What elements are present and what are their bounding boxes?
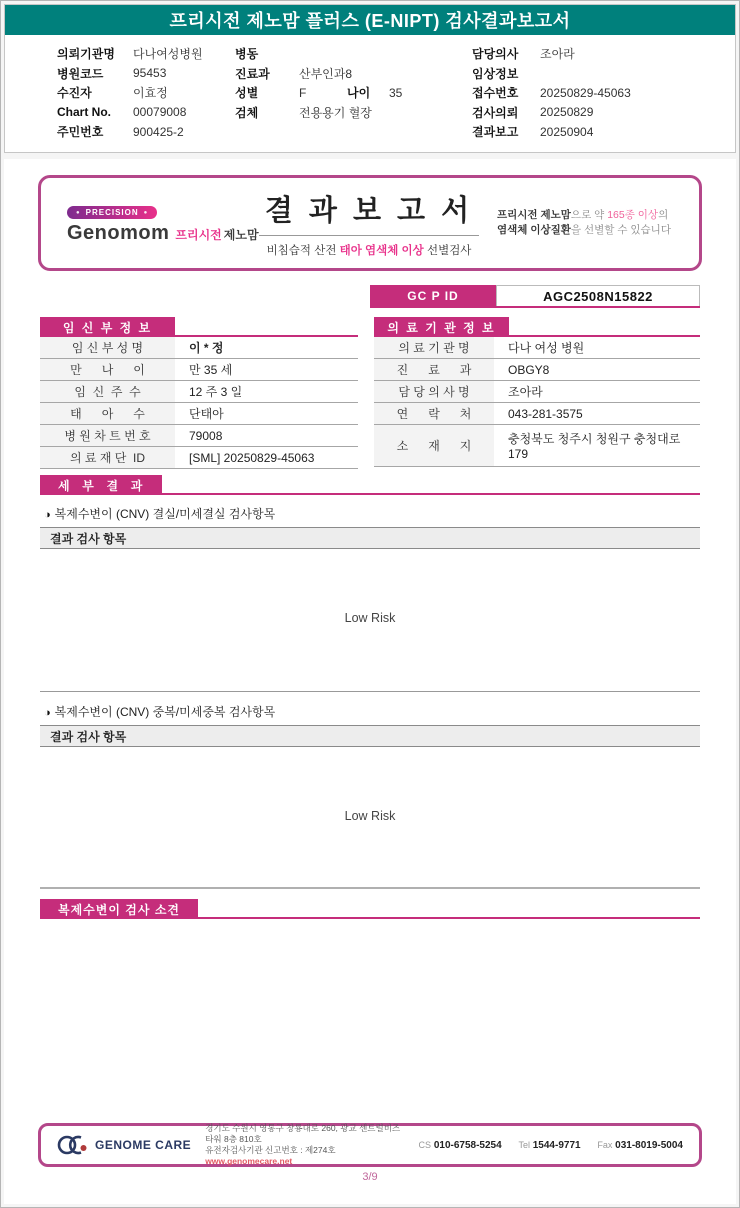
clinic-info-table xyxy=(374,317,700,469)
field-value: 20250829 xyxy=(540,105,594,120)
field-value: 20250904 xyxy=(540,124,594,139)
field-label: 임상정보 xyxy=(472,66,519,81)
field-report-date xyxy=(472,122,735,142)
gcpid-value: AGC2508N15822 xyxy=(496,285,700,306)
row-value: 다나 여성 병원 xyxy=(508,341,585,355)
mother-info-header xyxy=(40,317,358,337)
field-clinical-info xyxy=(472,64,735,84)
half-circle-icon: ◑ xyxy=(44,509,51,521)
report-body xyxy=(4,159,736,1204)
field-value: 00079008 xyxy=(133,105,187,120)
genome-care-logo xyxy=(57,1133,191,1157)
subtitle-highlight: 태아 염색체 이상 xyxy=(339,245,424,257)
field-hospital-code xyxy=(57,64,235,84)
row-label: 만 나 이 xyxy=(40,359,175,380)
row-label: 의 료 기 관 명 xyxy=(374,337,494,358)
result-value: Low Risk xyxy=(344,611,396,625)
row-value: OBGY8 xyxy=(508,362,550,377)
row-value: 12 주 3 일 xyxy=(189,385,243,399)
row-label: 담 당 의 사 명 xyxy=(374,381,494,402)
footer-contacts xyxy=(405,1140,683,1151)
result-items-bar xyxy=(40,725,700,747)
promo-end-2: 을 선별할 수 있습니다 xyxy=(570,224,671,236)
promo-bold-1: 프리시전 제노맘 xyxy=(497,209,571,221)
field-label: 병원코드 xyxy=(57,66,104,81)
table-row xyxy=(40,337,358,359)
genome-care-logo-icon xyxy=(57,1133,89,1157)
fax-number: 031-8019-5004 xyxy=(615,1139,683,1151)
result-items-label: 결과 검사 항목 xyxy=(50,729,127,744)
field-value: 전용용기 혈장 xyxy=(299,105,372,120)
result-value: Low Risk xyxy=(344,809,396,823)
mother-info-table xyxy=(40,317,358,469)
field-sex-age xyxy=(235,83,472,103)
field-label: 수진자 xyxy=(57,86,92,101)
row-label: 진 료 과 xyxy=(374,359,494,380)
field-label: 의뢰기관명 xyxy=(57,47,115,62)
findings-section-header xyxy=(40,899,700,919)
result-report-title: 결 과 보 고 서 xyxy=(259,188,479,236)
table-row xyxy=(40,381,358,403)
gcpid-row xyxy=(370,285,700,308)
field-request-org xyxy=(57,44,235,64)
row-label: 연 락 처 xyxy=(374,403,494,424)
field-receipt-no xyxy=(472,83,735,103)
table-row xyxy=(374,381,700,403)
row-value: 79008 xyxy=(189,428,223,443)
field-resident-no xyxy=(57,122,235,142)
result-title-block xyxy=(241,188,497,258)
field-value: 95453 xyxy=(133,66,167,81)
subtitle-prefix: 비침습적 산전 xyxy=(266,245,340,257)
section-divider xyxy=(40,691,700,692)
cs-number: 010-6758-5254 xyxy=(433,1139,502,1151)
cnv-deletion-heading xyxy=(44,505,700,522)
row-label: 임 신 주 수 xyxy=(40,381,175,402)
field-examinee xyxy=(57,83,235,103)
field-doctor xyxy=(472,44,735,64)
field-chart-no xyxy=(57,103,235,123)
cnv-heading-text: 복제수변이 (CNV) 중복/미세중복 검사항목 xyxy=(54,705,276,719)
field-request-date xyxy=(472,103,735,123)
website-link: www.genomecare.net xyxy=(205,1156,293,1166)
precision-badge xyxy=(67,206,157,219)
footer-box xyxy=(38,1123,702,1167)
row-value: 만 35 세 xyxy=(189,363,233,377)
field-value: 산부인과8 xyxy=(299,66,353,81)
field-value: 35 xyxy=(389,85,403,100)
empty-cell xyxy=(235,122,472,142)
info-tables xyxy=(40,317,700,469)
field-label: 주민번호 xyxy=(57,125,104,140)
table-row xyxy=(40,403,358,425)
field-value: 조아라 xyxy=(540,47,575,62)
field-label: 담당의사 xyxy=(472,47,519,62)
half-circle-icon: ◑ xyxy=(44,707,51,719)
row-label: 병 원 차 트 번 호 xyxy=(40,425,175,446)
field-value: 다나여성병원 xyxy=(133,47,203,62)
page-number xyxy=(4,1171,736,1183)
cnv-duplication-heading xyxy=(44,703,700,720)
field-label: 성별 xyxy=(235,86,259,101)
page-number-value: 3/9 xyxy=(362,1171,378,1183)
gcpid-label: GC P ID xyxy=(370,285,496,306)
patient-info-grid xyxy=(5,35,735,142)
field-label: 접수번호 xyxy=(472,86,519,101)
footer-address xyxy=(205,1123,404,1167)
field-label: 결과보고 xyxy=(472,125,519,140)
cnv-duplication-result xyxy=(40,809,700,823)
row-value: 이 * 정 xyxy=(189,341,224,355)
address-line-2: 유전자검사기관 신고번호 : 제274호 xyxy=(205,1145,336,1155)
cs-label: CS xyxy=(418,1139,432,1150)
promo-end-1: 의 xyxy=(658,209,669,221)
badge-dot-icon: ● xyxy=(143,209,149,216)
promo-bold-2: 염색체 이상질환 xyxy=(497,224,571,236)
report-title: 프리시전 제노맘 플러스 (E-NIPT) 검사결과보고서 xyxy=(169,11,571,31)
field-label: 진료과 xyxy=(235,66,270,81)
row-label: 임 신 부 성 명 xyxy=(40,337,175,358)
field-ward xyxy=(235,44,472,64)
row-label: 태 아 수 xyxy=(40,403,175,424)
row-label: 의 료 재 단 ID xyxy=(40,447,175,468)
promo-mid: 으로 약 xyxy=(570,209,608,221)
field-specimen xyxy=(235,103,472,123)
promo-pink: 165종 이상 xyxy=(607,209,659,221)
field-value: 20250829-45063 xyxy=(540,85,631,100)
badge-label: PRECISION xyxy=(85,208,139,218)
cnv-heading-text: 복제수변이 (CNV) 결실/미세결실 검사항목 xyxy=(54,507,276,521)
brand-line xyxy=(67,222,259,245)
cnv-deletion-result xyxy=(40,611,700,625)
field-label: 병동 xyxy=(235,47,259,62)
table-row xyxy=(374,425,700,467)
brand-sub-genomom: 제노맘 xyxy=(223,228,259,243)
patient-info-panel xyxy=(4,4,736,153)
promo-text xyxy=(497,208,683,238)
fax-label: Fax xyxy=(597,1139,613,1150)
field-value: 이효정 xyxy=(133,86,168,101)
brand-sub-precision: 프리시전 xyxy=(175,228,222,243)
mother-info-title: 임 신 부 정 보 xyxy=(40,317,175,337)
table-row xyxy=(374,337,700,359)
table-row xyxy=(374,403,700,425)
table-row xyxy=(40,447,358,469)
genomom-logo xyxy=(41,201,259,246)
row-value: 단태아 xyxy=(189,407,224,421)
clinic-info-header xyxy=(374,317,700,337)
brand-name: Genomom xyxy=(67,222,170,245)
table-row xyxy=(40,425,358,447)
row-value: [SML] 20250829-45063 xyxy=(189,450,315,465)
field-label: 검체 xyxy=(235,105,259,120)
field-value: F xyxy=(299,85,307,100)
tel-label: Tel xyxy=(518,1139,530,1150)
clinic-info-title: 의 료 기 관 정 보 xyxy=(374,317,509,337)
report-header-box xyxy=(38,175,702,271)
result-items-bar xyxy=(40,527,700,549)
field-value: 900425-2 xyxy=(133,124,184,139)
genome-care-name: GENOME CARE xyxy=(95,1138,192,1152)
section-divider xyxy=(40,887,700,889)
details-title: 세 부 결 과 xyxy=(40,475,162,495)
details-section-header xyxy=(40,475,700,495)
result-items-label: 결과 검사 항목 xyxy=(50,531,127,546)
result-report-subtitle xyxy=(241,242,497,258)
row-value: 043-281-3575 xyxy=(508,406,583,421)
row-value: 조아라 xyxy=(508,385,543,399)
badge-dot-icon: ● xyxy=(76,209,81,216)
tel-number: 1544-9771 xyxy=(532,1139,581,1151)
row-value: 충청북도 청주시 청원구 충청대로 179 xyxy=(508,432,681,461)
field-label: Chart No. xyxy=(57,105,111,120)
field-label: 검사의뢰 xyxy=(472,105,519,120)
address-line-1: 경기도 수원시 영통구 창룡대로 260, 광교 센트럴비즈타워 8층 810호 xyxy=(205,1123,401,1144)
report-title-bar xyxy=(5,5,735,35)
field-department xyxy=(235,64,472,84)
subtitle-suffix: 선별검사 xyxy=(423,245,472,257)
table-row xyxy=(374,359,700,381)
table-row xyxy=(40,359,358,381)
findings-title: 복제수변이 검사 소견 xyxy=(40,899,198,919)
row-label: 소 재 지 xyxy=(374,425,494,466)
field-label: 나이 xyxy=(347,86,371,101)
